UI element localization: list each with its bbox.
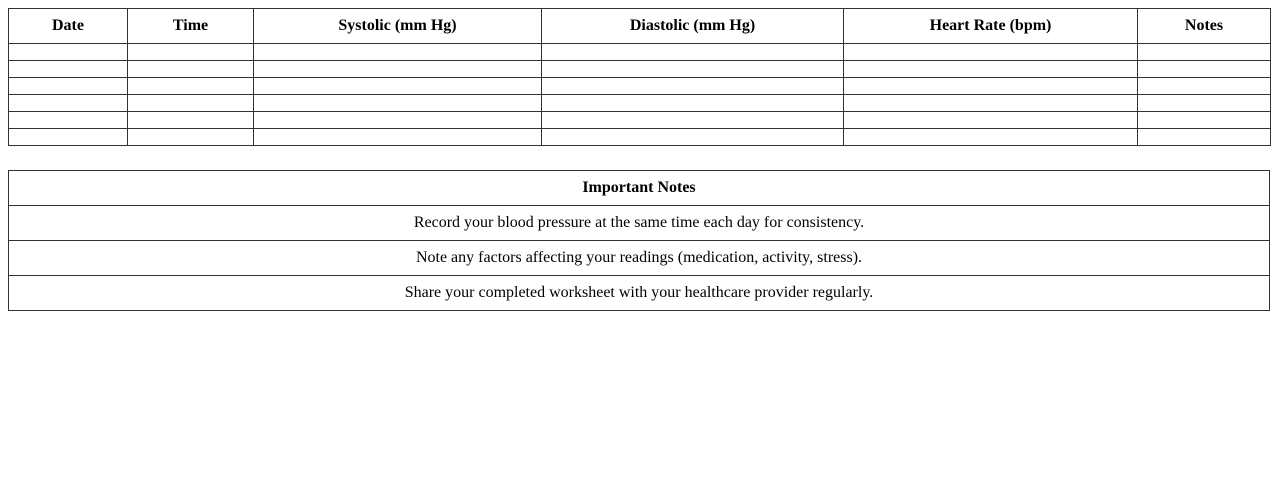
- note-row: [9, 206, 1270, 241]
- time-cell[interactable]: [128, 44, 254, 61]
- heart-rate-cell[interactable]: [844, 95, 1138, 112]
- notes-cell[interactable]: [1138, 112, 1271, 129]
- note-text: Note any factors affecting your readings (medication, activity, stress).: [9, 241, 1270, 276]
- column-header-notes: Notes: [1138, 9, 1271, 44]
- table-row: [9, 61, 1271, 78]
- time-cell[interactable]: [128, 61, 254, 78]
- diastolic-cell[interactable]: [542, 129, 844, 146]
- systolic-cell[interactable]: [254, 129, 542, 146]
- diastolic-cell[interactable]: [542, 61, 844, 78]
- systolic-cell[interactable]: [254, 44, 542, 61]
- heart-rate-cell[interactable]: [844, 112, 1138, 129]
- diastolic-cell[interactable]: [542, 44, 844, 61]
- notes-cell[interactable]: [1138, 44, 1271, 61]
- note-text: Share your completed worksheet with your healthcare provider regularly.: [9, 276, 1270, 311]
- notes-cell[interactable]: [1138, 129, 1271, 146]
- notes-header-row: [9, 171, 1270, 206]
- note-row: [9, 241, 1270, 276]
- notes-cell[interactable]: [1138, 95, 1271, 112]
- date-cell[interactable]: [9, 78, 128, 95]
- time-cell[interactable]: [128, 78, 254, 95]
- diastolic-cell[interactable]: [542, 112, 844, 129]
- table-row: [9, 112, 1271, 129]
- time-cell[interactable]: [128, 112, 254, 129]
- diastolic-cell[interactable]: [542, 95, 844, 112]
- heart-rate-cell[interactable]: [844, 78, 1138, 95]
- heart-rate-cell[interactable]: [844, 61, 1138, 78]
- note-text: Record your blood pressure at the same time each day for consistency.: [9, 206, 1270, 241]
- column-header-heart-rate: Heart Rate (bpm): [844, 9, 1138, 44]
- date-cell[interactable]: [9, 44, 128, 61]
- diastolic-cell[interactable]: [542, 78, 844, 95]
- date-cell[interactable]: [9, 129, 128, 146]
- systolic-cell[interactable]: [254, 61, 542, 78]
- date-cell[interactable]: [9, 61, 128, 78]
- important-notes-title: Important Notes: [9, 171, 1270, 206]
- notes-cell[interactable]: [1138, 78, 1271, 95]
- date-cell[interactable]: [9, 95, 128, 112]
- table-row: [9, 95, 1271, 112]
- systolic-cell[interactable]: [254, 78, 542, 95]
- table-row: [9, 44, 1271, 61]
- time-cell[interactable]: [128, 95, 254, 112]
- column-header-time: Time: [128, 9, 254, 44]
- table-row: [9, 129, 1271, 146]
- note-row: [9, 276, 1270, 311]
- notes-cell[interactable]: [1138, 61, 1271, 78]
- important-notes-table: [8, 170, 1270, 311]
- systolic-cell[interactable]: [254, 112, 542, 129]
- date-cell[interactable]: [9, 112, 128, 129]
- header-row: [9, 9, 1271, 44]
- column-header-diastolic: Diastolic (mm Hg): [542, 9, 844, 44]
- column-header-systolic: Systolic (mm Hg): [254, 9, 542, 44]
- systolic-cell[interactable]: [254, 95, 542, 112]
- heart-rate-cell[interactable]: [844, 129, 1138, 146]
- blood-pressure-log-table: [8, 8, 1271, 146]
- time-cell[interactable]: [128, 129, 254, 146]
- table-row: [9, 78, 1271, 95]
- heart-rate-cell[interactable]: [844, 44, 1138, 61]
- column-header-date: Date: [9, 9, 128, 44]
